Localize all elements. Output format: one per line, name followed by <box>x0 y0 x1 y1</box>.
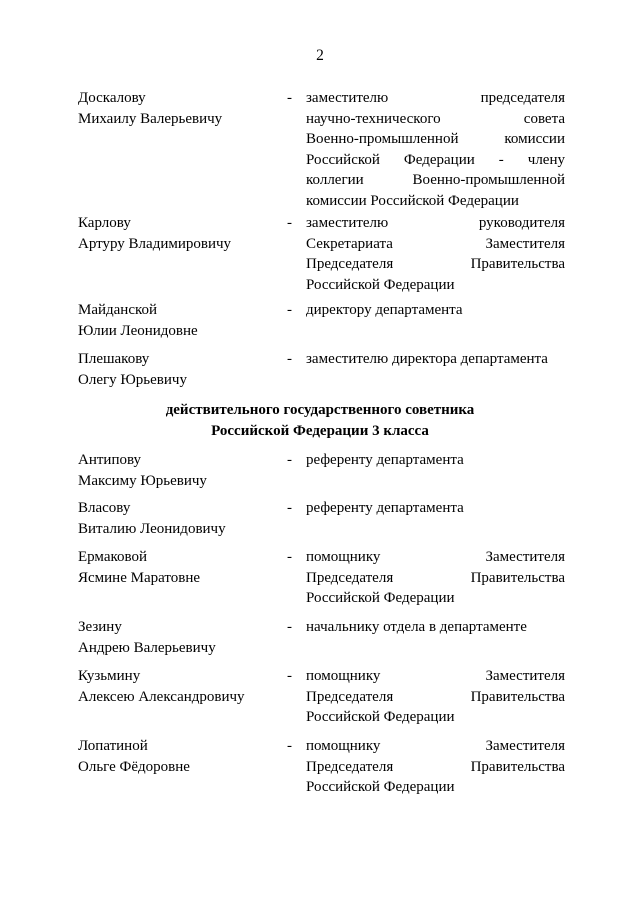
dash: - <box>287 215 292 231</box>
position-title <box>306 300 565 321</box>
position-title <box>306 617 565 638</box>
surname: Карлову <box>78 215 131 231</box>
position-line: референту департамента <box>306 500 464 516</box>
given-names: Олегу Юрьевичу <box>78 371 187 388</box>
surname: Власову <box>78 500 131 516</box>
position-line: коллегии Военно-промышленной <box>306 172 565 188</box>
rank-heading-line: Российской Федерации 3 класса <box>211 422 429 439</box>
surname: Антипову <box>78 452 142 468</box>
page-number: 2 <box>316 47 324 64</box>
position-line: Председателя Правительства <box>306 256 565 272</box>
position-line: комиссии Российской Федерации <box>306 192 519 209</box>
dash: - <box>287 738 292 754</box>
position-title <box>306 498 565 519</box>
position-line: Секретариата Заместителя <box>306 235 565 252</box>
dash: - <box>287 668 292 684</box>
position-title <box>306 213 565 295</box>
person-name <box>78 88 283 129</box>
person-name <box>78 666 283 707</box>
surname: Доскалову <box>78 90 146 106</box>
rank-heading <box>0 400 640 441</box>
position-line: Российской Федерации <box>306 590 455 606</box>
person-name <box>78 450 283 491</box>
position-line: заместителю директора департамента <box>306 351 548 367</box>
position-line: Председателя Правительства <box>306 758 565 775</box>
position-title <box>306 547 565 609</box>
position-line: помощнику Заместителя <box>306 738 565 754</box>
given-names: Михаилу Валерьевичу <box>78 110 223 127</box>
person-name <box>78 736 283 777</box>
position-title <box>306 736 565 798</box>
position-line: референту департамента <box>306 452 464 468</box>
given-names: Ясмине Маратовне <box>78 569 201 586</box>
dash: - <box>287 452 292 468</box>
position-line: Российской Федерации <box>306 276 455 293</box>
given-names: Ольге Фёдоровне <box>78 758 190 775</box>
surname: Ермаковой <box>78 549 148 565</box>
person-name <box>78 547 283 588</box>
given-names: Алексею Александровичу <box>78 688 245 705</box>
position-title <box>306 666 565 728</box>
given-names: Артуру Владимировичу <box>78 235 232 252</box>
position-line: Военно-промышленной комиссии <box>306 131 565 147</box>
position-line: Председателя Правительства <box>306 688 565 705</box>
position-line: научно-технического совета <box>306 110 565 127</box>
person-name <box>78 349 283 390</box>
position-line: заместителю руководителя <box>306 215 565 231</box>
surname: Зезину <box>78 619 122 635</box>
rank-heading-line: действительного государственного советника <box>165 402 475 418</box>
surname: Майданской <box>78 302 158 318</box>
position-line: помощнику Заместителя <box>306 549 565 565</box>
position-title <box>306 349 565 370</box>
position-title <box>306 88 565 211</box>
dash: - <box>287 500 292 516</box>
given-names: Андрею Валерьевичу <box>78 639 216 656</box>
position-line: директору департамента <box>306 302 463 318</box>
surname: Плешакову <box>78 351 150 367</box>
dash: - <box>287 549 292 565</box>
given-names: Юлии Леонидовне <box>78 322 198 339</box>
surname: Лопатиной <box>78 738 148 754</box>
position-line: Российской Федерации <box>306 779 455 795</box>
position-line: Председателя Правительства <box>306 569 565 586</box>
surname: Кузьмину <box>78 668 141 684</box>
given-names: Максиму Юрьевичу <box>78 472 207 489</box>
person-name <box>78 213 283 254</box>
person-name <box>78 498 283 539</box>
dash: - <box>287 351 292 367</box>
position-line: Российской Федерации - члену <box>306 151 565 168</box>
position-line: заместителю председателя <box>306 90 565 106</box>
position-title <box>306 450 565 471</box>
given-names: Виталию Леонидовичу <box>78 520 226 537</box>
position-line: начальнику отдела в департаменте <box>306 619 527 635</box>
person-name <box>78 300 283 341</box>
dash: - <box>287 90 292 106</box>
dash: - <box>287 619 292 635</box>
dash: - <box>287 302 292 318</box>
person-name <box>78 617 283 658</box>
position-line: Российской Федерации <box>306 709 455 725</box>
position-line: помощнику Заместителя <box>306 668 565 684</box>
